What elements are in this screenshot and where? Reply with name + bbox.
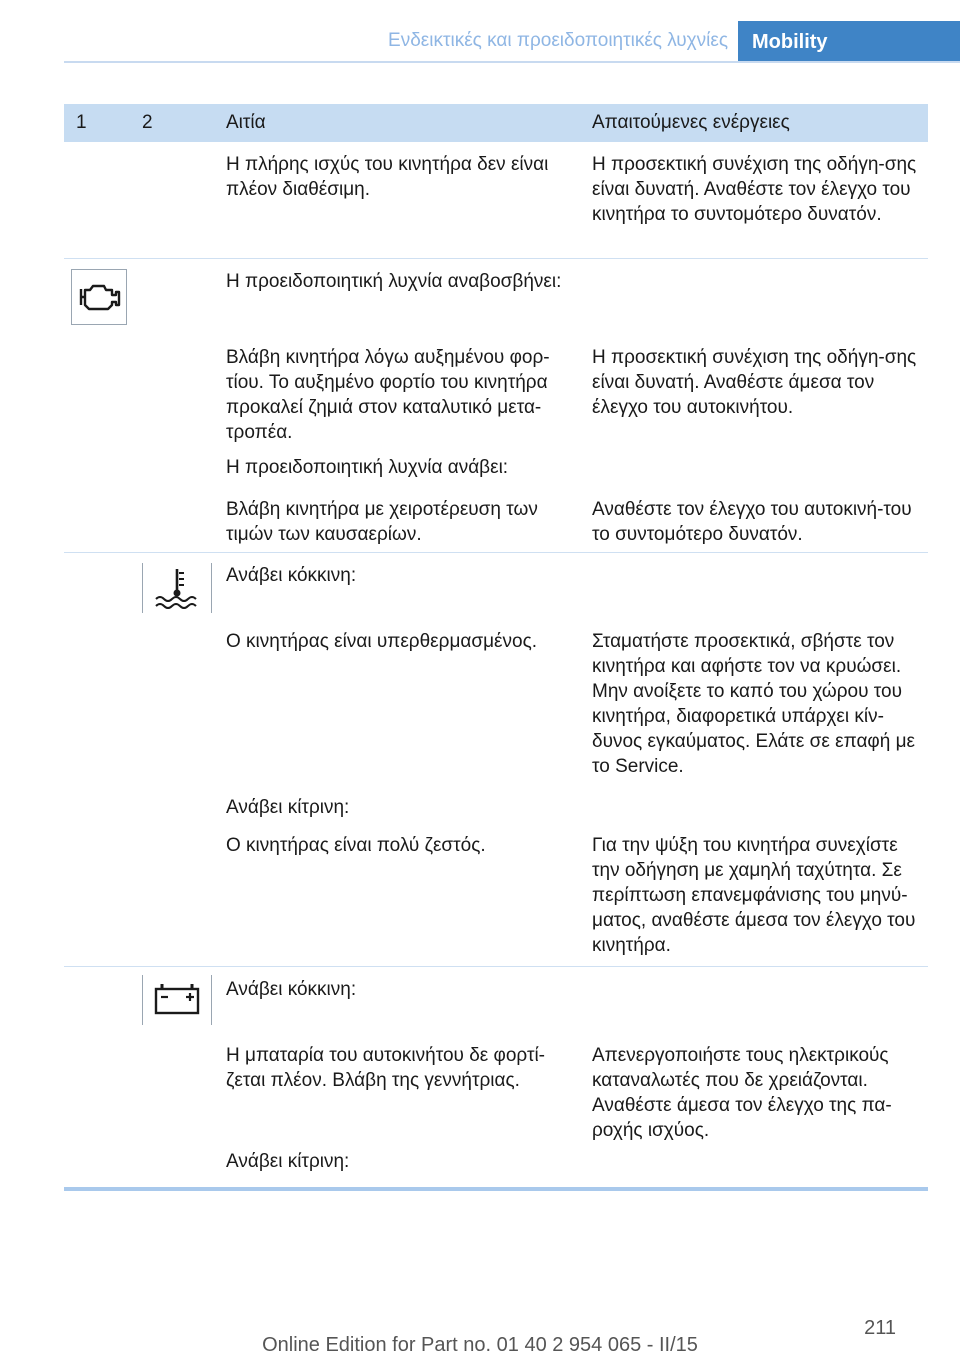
table-row: [64, 142, 928, 259]
table-row: [64, 967, 928, 1187]
lit-heading: Η προειδοποιητική λυχνία ανάβει:: [226, 457, 509, 478]
engine-warning-icon: [71, 269, 127, 325]
yellow-heading: Ανάβει κίτρινη:: [226, 797, 350, 818]
action-text: Η προσεκτική συνέχιση της οδήγη-σης είναι δυνατή. Αναθέστε τον έλεγχο του κινητήρα το συντομότερο δυνατόν.: [592, 154, 917, 225]
cause-text: Ο κινητήρας είναι πολύ ζεστός.: [226, 835, 486, 856]
chapter-tab[interactable]: Mobility: [738, 21, 960, 63]
table-row: [64, 259, 928, 553]
edition-footer: Online Edition for Part no. 01 40 2 954 065 - II/15: [262, 1334, 698, 1356]
cause-text: Ο κινητήρας είναι υπερθερμασμένος.: [226, 631, 538, 652]
red-heading: Ανάβει κόκκινη:: [226, 565, 357, 586]
action-text: Αναθέστε τον έλεγχο του αυτοκινή-του το συντομότερο δυνατόν.: [592, 499, 912, 545]
red-heading: Ανάβει κόκκινη:: [226, 979, 357, 1000]
column-header-cause: Αιτία: [226, 112, 266, 133]
cause-text: Βλάβη κινητήρα με χειροτέρευση των τιμών των καυσαερίων.: [226, 499, 538, 545]
section-title: Ενδεικτικές και προειδοποιητικές λυχνίες: [388, 30, 728, 51]
yellow-heading: Ανάβει κίτρινη:: [226, 1151, 350, 1172]
warning-lights-table: [64, 104, 928, 1187]
column-header-2: 2: [142, 112, 153, 133]
table-header: [64, 104, 928, 142]
table-bottom-rule: [64, 1187, 928, 1191]
column-header-action: Απαιτούμενες ενέργειες: [592, 112, 790, 133]
action-text: Σταματήστε προσεκτικά, σβήστε τον κινητήρα και αφήστε τον να κρυώσει. Μην ανοίξετε το καπό του χώρου του κινητήρα, διαφορετικά υπάρχει κίν-δυνος εγκαύματος. Ελάτε σε επαφή με το Service.: [592, 631, 916, 777]
page-header: [0, 0, 960, 62]
action-text: Για την ψύξη του κινητήρα συνεχίστε την οδήγηση με χαμηλή ταχύτητα. Σε περίπτωση επανεμφάνισης του μηνύ-ματος, αναθέστε άμεσα τον έλεγχο του κινητήρα.: [592, 835, 916, 956]
cause-text: Η μπαταρία του αυτοκινήτου δε φορτί-ζεται πλέον. Βλάβη της γεννήτριας.: [226, 1045, 546, 1091]
blink-heading: Η προειδοποιητική λυχνία αναβοσβήνει:: [226, 271, 562, 292]
action-text: Απενεργοποιήστε τους ηλεκτρικούς καταναλωτές που δε χρειάζονται. Αναθέστε άμεσα τον έλεγχο της πα-ροχής ισχύος.: [592, 1045, 892, 1141]
column-header-1: 1: [76, 112, 87, 133]
cause-text: Η πλήρης ισχύς του κινητήρα δεν είναι πλέον διαθέσιμη.: [226, 154, 549, 200]
page-number: 211: [864, 1317, 896, 1339]
battery-charge-icon: [142, 975, 212, 1025]
action-text: Η προσεκτική συνέχιση της οδήγη-σης είναι δυνατή. Αναθέστε άμεσα τον έλεγχο του αυτοκινήτου.: [592, 347, 917, 418]
header-divider: [64, 61, 960, 63]
cause-text: Βλάβη κινητήρα λόγω αυξημένου φορ-τίου. Το αυξημένο φορτίο του κινητήρα προκαλεί ζημιά στον καταλυτικό μετα-τροπέα.: [226, 347, 550, 443]
coolant-temperature-icon: [142, 563, 212, 613]
table-row: [64, 553, 928, 967]
